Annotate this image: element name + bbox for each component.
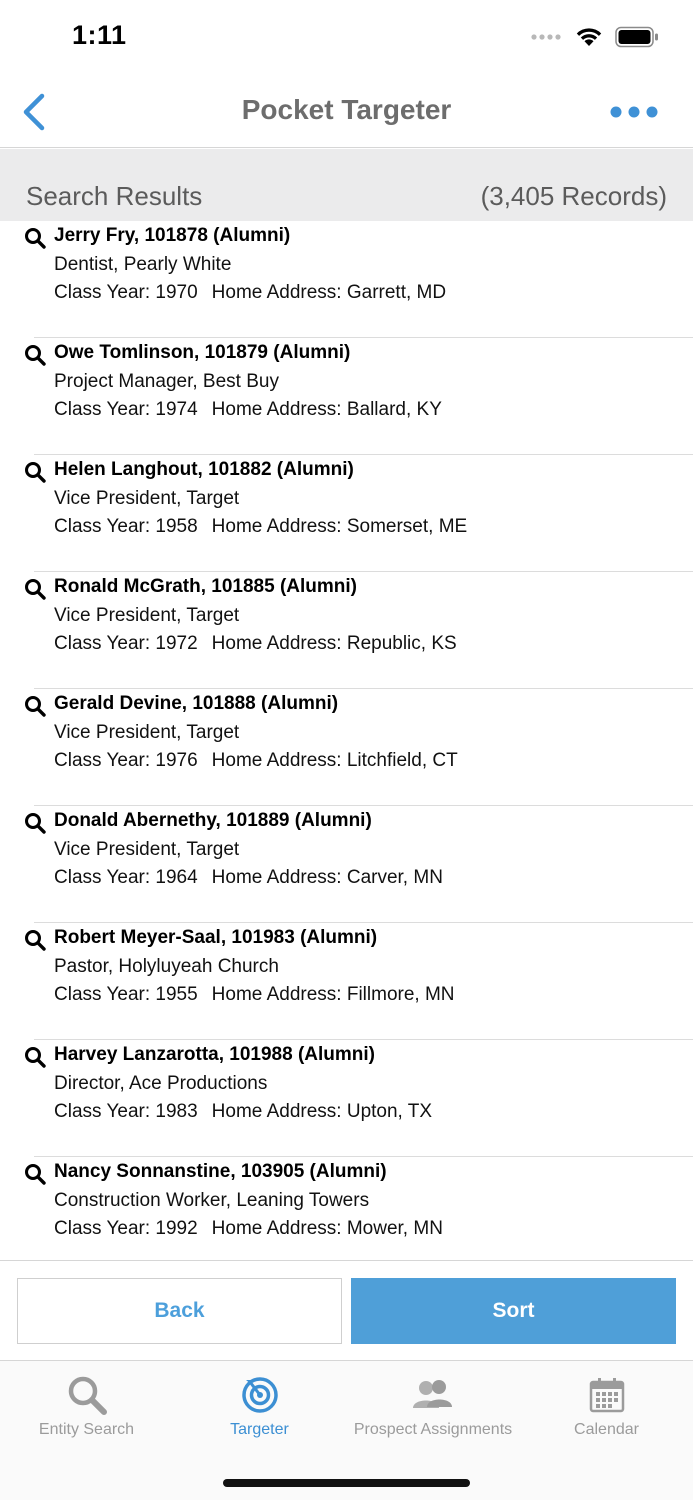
back-button[interactable]: Back [17,1278,342,1344]
results-title: Search Results [26,181,203,211]
tab-icon-wrap [66,1373,108,1417]
results-list [0,221,693,1260]
result-class-year: Class Year: 1958 [54,516,198,537]
result-item[interactable] [0,689,693,806]
result-home-address: Home Address: Carver, MN [211,867,443,888]
search-icon [24,812,46,834]
more-dots-icon [609,102,659,122]
calendar-icon [589,1377,625,1413]
result-job-title: Pastor, Holyluyeah Church [54,956,279,977]
result-job-title: Project Manager, Best Buy [54,371,279,392]
result-name: Nancy Sonnanstine, 103905 (Alumni) [54,1161,387,1182]
result-class-year: Class Year: 1976 [54,750,198,771]
status-bar [0,0,693,76]
result-meta [54,867,443,889]
result-name: Jerry Fry, 101878 (Alumni) [54,225,291,246]
result-class-year: Class Year: 1970 [54,282,198,303]
result-home-address: Home Address: Ballard, KY [211,399,442,420]
result-meta [54,1218,443,1240]
result-class-year: Class Year: 1972 [54,633,198,654]
result-home-address: Home Address: Litchfield, CT [211,750,458,771]
results-count: (3,405 Records) [480,181,667,211]
result-job-title: Vice President, Target [54,605,240,626]
result-home-address: Home Address: Mower, MN [211,1218,443,1239]
tab-targeter[interactable] [173,1361,346,1449]
tab-label: Calendar [574,1421,639,1438]
result-home-address: Home Address: Somerset, ME [211,516,468,537]
nav-bar [0,76,693,148]
search-icon [24,929,46,951]
tab-icon-wrap [411,1373,455,1417]
result-home-address: Home Address: Fillmore, MN [211,984,455,1005]
result-item[interactable] [0,338,693,455]
result-job-title: Construction Worker, Leaning Towers [54,1190,370,1211]
tab-icon-wrap [240,1373,280,1417]
result-class-year: Class Year: 1955 [54,984,198,1005]
result-item[interactable] [0,1040,693,1157]
result-job-title: Director, Ace Productions [54,1073,268,1094]
result-meta [54,984,455,1006]
result-job-title: Vice President, Target [54,839,240,860]
result-item[interactable] [0,1157,693,1260]
tab-label: Prospect Assignments [353,1421,513,1438]
search-icon [24,1163,46,1185]
result-class-year: Class Year: 1983 [54,1101,198,1122]
target-icon [240,1375,280,1415]
result-name: Helen Langhout, 101882 (Alumni) [54,459,354,480]
result-class-year: Class Year: 1964 [54,867,198,888]
result-name: Gerald Devine, 101888 (Alumni) [54,693,339,714]
result-class-year: Class Year: 1974 [54,399,198,420]
action-bar [0,1260,693,1360]
tab-calendar[interactable] [520,1361,693,1449]
tab-prospect-assignments[interactable] [346,1361,520,1449]
signal-icon [531,33,563,41]
result-meta [54,516,467,538]
tab-label: Entity Search [38,1421,135,1438]
tab-icon-wrap [589,1373,625,1417]
page-title: Pocket Targeter [241,94,452,125]
result-name: Owe Tomlinson, 101879 (Alumni) [54,342,351,363]
result-home-address: Home Address: Republic, KS [211,633,457,654]
tab-entity-search[interactable] [0,1361,173,1449]
people-icon [411,1378,455,1412]
result-job-title: Dentist, Pearly White [54,254,232,275]
status-time: 1:11 [72,20,127,50]
more-options-button[interactable] [609,102,659,122]
results-header [0,149,693,221]
battery-icon [615,26,659,48]
tab-bar [0,1360,693,1500]
result-item[interactable] [0,455,693,572]
result-meta [54,1101,432,1123]
sort-button[interactable]: Sort [351,1278,676,1344]
wifi-icon [575,26,603,48]
tab-label: Targeter [230,1421,289,1438]
result-name: Ronald McGrath, 101885 (Alumni) [54,576,358,597]
search-icon [24,461,46,483]
result-name: Donald Abernethy, 101889 (Alumni) [54,810,372,831]
search-icon [24,695,46,717]
result-item[interactable] [0,923,693,1040]
search-icon [24,1046,46,1068]
result-class-year: Class Year: 1992 [54,1218,198,1239]
result-home-address: Home Address: Garrett, MD [211,282,447,303]
status-icons [531,26,659,48]
result-item[interactable] [0,221,693,338]
result-name: Harvey Lanzarotta, 101988 (Alumni) [54,1044,376,1065]
result-name: Robert Meyer-Saal, 101983 (Alumni) [54,927,378,948]
result-meta [54,399,442,421]
search-icon [24,227,46,249]
result-item[interactable] [0,806,693,923]
result-meta [54,633,457,655]
result-job-title: Vice President, Target [54,722,240,743]
home-indicator[interactable] [223,1479,470,1487]
result-meta [54,750,458,772]
result-job-title: Vice President, Target [54,488,240,509]
result-meta [54,282,446,304]
search-icon [66,1374,108,1416]
result-home-address: Home Address: Upton, TX [211,1101,433,1122]
result-item[interactable] [0,572,693,689]
search-icon [24,344,46,366]
search-icon [24,578,46,600]
